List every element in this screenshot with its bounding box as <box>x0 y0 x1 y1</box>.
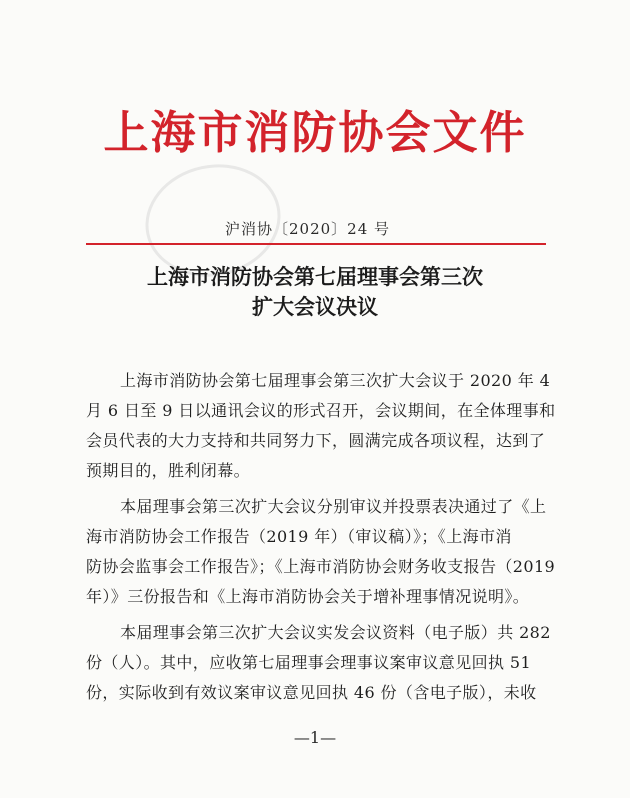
paragraph-line: 份（人）。其中，应收第七届理事会理事议案审议意见回执 51 <box>86 653 532 672</box>
paragraph-line: 本届理事会第三次扩大会议分别审议并投票表决通过了《上 <box>120 497 547 516</box>
paragraph-line: 海市消防协会工作报告（2019 年）（审议稿）》；《上海市消 <box>86 527 512 546</box>
paragraph-line: 防协会监事会工作报告》；《上海市消防协会财务收支报告（2019 <box>86 557 556 576</box>
paragraph-line: 上海市消防协会第七届理事会第三次扩大会议于 2020 年 4 <box>120 371 551 390</box>
paragraph-line: 年）》三份报告和《上海市消防协会关于增补理事情况说明》。 <box>86 587 530 606</box>
paragraph-1 <box>86 366 556 486</box>
paragraph-line: 预期目的，胜利闭幕。 <box>86 461 251 480</box>
paragraph-2 <box>86 492 556 612</box>
paragraph-3 <box>86 618 556 708</box>
document-body <box>86 366 556 714</box>
red-divider-line <box>86 243 546 245</box>
document-number: 沪消协〔2020〕24 号 <box>225 220 391 238</box>
document-title-line-1: 上海市消防协会第七届理事会第三次 <box>147 264 483 289</box>
paragraph-line: 会员代表的大力支持和共同努力下，圆满完成各项议程，达到了 <box>86 431 546 450</box>
document-header-title: 上海市消防协会文件 <box>103 106 527 159</box>
paragraph-line: 本届理事会第三次扩大会议实发会议资料（电子版）共 282 <box>120 623 551 642</box>
document-title <box>0 262 630 322</box>
document-title-line-2: 扩大会议决议 <box>252 294 378 319</box>
paragraph-line: 月 6 日至 9 日以通讯会议的形式召开，会议期间，在全体理事和 <box>86 401 556 420</box>
page-number: —1— <box>293 728 337 747</box>
paragraph-line: 份，实际收到有效议案审议意见回执 46 份（含电子版），未收 <box>86 683 537 702</box>
